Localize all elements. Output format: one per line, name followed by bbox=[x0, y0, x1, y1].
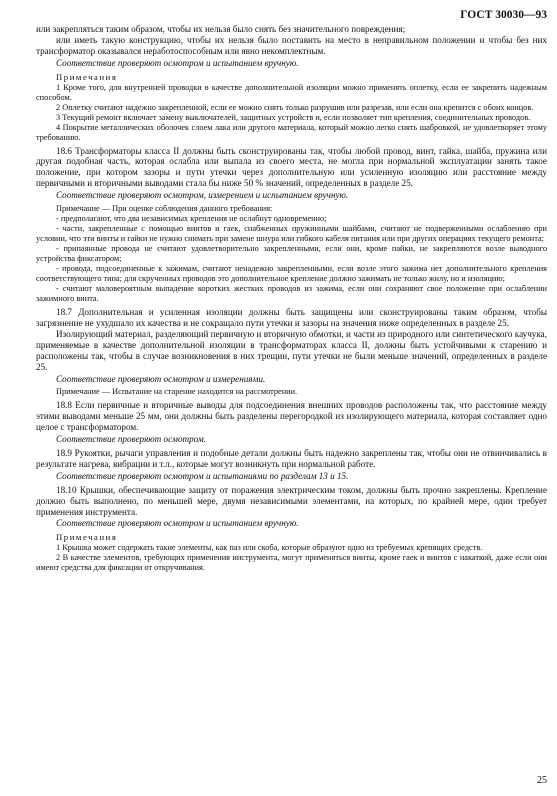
paragraph: 18.7 Дополнительная и усиленная изоляции должны быть защищены или сконструированы таким образом, чтобы загрязнение не ухудшало их качества и не сокращало пути утечки и зазоры на значения ниже определенных в разделе 25. bbox=[36, 307, 547, 328]
document-header: ГОСТ 30030—93 bbox=[460, 9, 547, 21]
note-text: - предполагают, что два независимых крепления не ослабнут одновременно; bbox=[56, 214, 327, 224]
paragraph: или закрепляться таким образом, чтобы их нельзя было снять без значительного повреждения; bbox=[36, 24, 406, 34]
document-page bbox=[36, 8, 547, 573]
compliance-statement: Соответствие проверяют осмотром и испытанием вручную. bbox=[56, 57, 299, 68]
note-text: Примечание — Испытание на старение находится на рассмотрении. bbox=[56, 387, 298, 397]
note-text: 4 Покрытие металлических оболочек слоем лака или другого материала, который можно легко снять шабровкой, не удовлетворяет этому требованию. bbox=[36, 122, 547, 142]
note-text: - части, закрепленные с помощью винтов и гаек, снабженных пружинными шайбами, считают не подверженными ослаблению при условии, что эти винты и гайки не нужно снимать при замене шнура или гибкого кабеля питания или при других операциях текущего ремонта; bbox=[36, 224, 547, 244]
paragraph: Изолирующий материал, разделяющий первичную и вторичную обмотки, и части из природного или синтетического каучука, применяемые в качестве дополнительной изоляции в трансформаторах класса II, должны быть устойчивыми к старению и расположены так, чтобы в случае возникновения в них трещин, пути утечки не были меньше значений, определенных в разделе 25. bbox=[36, 328, 547, 372]
paragraph: 18.8 Если первичные и вторичные выводы для подсоединения внешних проводов расположены так, что расстояние между этими выводами меньше 25 мм, они должны быть разделены перегородкой из изолирующего материала, которая составляет одно целое с трансформатором. bbox=[36, 400, 547, 433]
compliance-statement: Соответствие проверяют осмотром и измерениями. bbox=[56, 373, 266, 384]
note-text: - считают маловероятным выпадение коротких жестких проводов из зажима, если они сохраняют свое положение при ослаблении зажимного винта. bbox=[36, 284, 547, 304]
compliance-statement: Соответствие проверяют осмотром и испытанием вручную. bbox=[56, 518, 299, 529]
compliance-statement: Соответствие проверяют осмотром и испытаниями по разделам 13 и 15. bbox=[56, 470, 349, 481]
compliance-statement: Соответствие проверяют осмотром. bbox=[56, 434, 206, 445]
page-number: 25 bbox=[537, 775, 547, 786]
paragraph: 18.9 Рукоятки, рычаги управления и подобные детали должны быть надежно закреплены так, чтобы они не отвинчивались в результате нагрева, вибрации и т.л., которые могут возникнуть при нормальной работе. bbox=[36, 448, 547, 469]
note-text: 3 Текущий ремонт включает замену выключателей, защитных устройств и, если позволяет тип крепления, соединительных проводов. bbox=[56, 112, 531, 122]
document-body bbox=[36, 24, 547, 573]
notes-heading: Примечания bbox=[56, 71, 118, 82]
note-text: Примечание — При оценке соблюдения данного требования: bbox=[56, 204, 273, 214]
note-text: 1 Кроме того, для внутренней проводки в качестве дополнительной изоляции можно применять оплетку, если ее закрепить надежным способом. bbox=[36, 82, 547, 102]
note-text: 1 Крышка может содержать такие элементы, как паз или скоба, которые образуют одно из требуемых крепящих средств. bbox=[56, 543, 483, 553]
note-text: - припаянные провода не считают удовлетворительно закрепленными, если они, кроме пайки, не закрепляются возле выводного устройства фиксатором; bbox=[36, 244, 547, 264]
compliance-statement: Соответствие проверяют осмотром, измерением и испытанием вручную. bbox=[56, 190, 349, 201]
notes-heading: Примечания bbox=[56, 532, 118, 543]
note-text: 2 В качестве элементов, требующих применения инструмента, могут применяться винты, кроме гаек и винтов с накаткой, даже если они имеют средства для фиксации от откручивания. bbox=[36, 553, 547, 573]
note-text: - провода, подсоединенные к зажимам, считают ненадежно закрепленными, если возле этого зажима нет дополнительного крепления соответствующего типа; для скрученных проводов это дополнительное крепление должно зажимать не только жилу, но и изоляцию; bbox=[36, 264, 547, 284]
note-text: 2 Оплетку считают надежно закрепленной, если ее можно снять только разрушив или разрезав, или если она крепится с обоих концов. bbox=[56, 102, 534, 112]
paragraph: или иметь такую конструкцию, чтобы их нельзя было поставить на место в неправильном положении и чтобы без них трансформатор оказывался неработоспособным или явно некомплектным. bbox=[36, 34, 547, 56]
paragraph: 18.6 Трансформаторы класса II должны быть сконструированы так, чтобы любой провод, винт, гайка, шайба, пружина или другая подобная часть, которая ослабла или выпала из своего места, не могла при нормальной эксплуатации занять такое положение, при котором зазоры и пути утечки через дополнительную или усиленную изоляцию или расстояние между первичными и вторичными выводами стала бы ниже 50 % значений, определенных в разделе 25. bbox=[36, 145, 547, 189]
paragraph: 18.10 Крышки, обеспечивающие защиту от поражения электрическим током, должны быть прочно закреплены. Крепление должно быть выполнено, по меньшей мере, двумя независимыми элементами, на которых, по крайней мере, один требует применения инструмента. bbox=[36, 484, 547, 517]
